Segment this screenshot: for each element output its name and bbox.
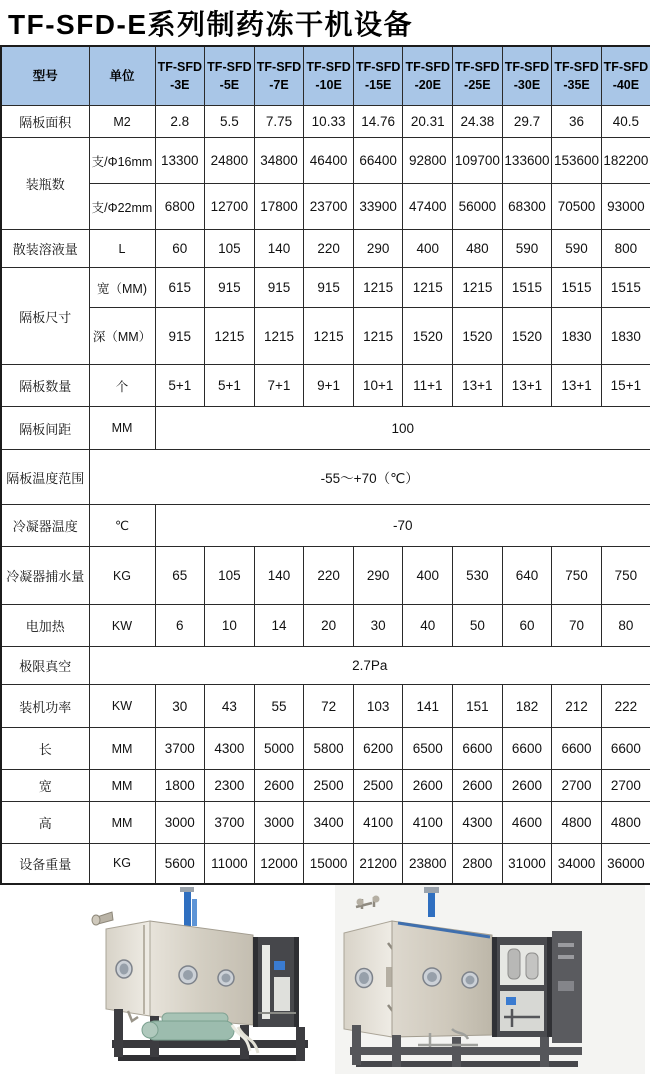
spec-row <box>1 844 650 884</box>
spec-value: 400 <box>403 547 453 605</box>
spec-value: 40.5 <box>601 106 650 138</box>
spec-value: 11+1 <box>403 365 453 407</box>
spec-value: 1215 <box>353 268 403 308</box>
spec-value: 151 <box>453 685 503 728</box>
spec-value: 182 <box>502 685 552 728</box>
spec-value: 4100 <box>403 802 453 844</box>
spec-value: 12000 <box>254 844 304 884</box>
spec-value: 915 <box>155 308 205 365</box>
spec-unit: ℃ <box>89 505 155 547</box>
spec-value: 5800 <box>304 728 354 770</box>
spec-value: 1520 <box>502 308 552 365</box>
spec-value: 47400 <box>403 184 453 230</box>
spec-value: 2600 <box>502 770 552 802</box>
model-series: TF-SFD <box>405 59 450 74</box>
spec-value: 6600 <box>502 728 552 770</box>
spec-value: 1515 <box>601 268 650 308</box>
spec-value: 13+1 <box>453 365 503 407</box>
spec-value: 5.5 <box>205 106 255 138</box>
spec-value: 80 <box>601 605 650 647</box>
spec-row <box>1 685 650 728</box>
spec-value: 1800 <box>155 770 205 802</box>
spec-value: 1830 <box>601 308 650 365</box>
spec-value: 34000 <box>552 844 602 884</box>
model-series: TF-SFD <box>256 59 302 74</box>
spec-value: 66400 <box>353 138 403 184</box>
spec-value: 220 <box>304 547 354 605</box>
model-column-header <box>205 46 255 106</box>
spec-value: 153600 <box>552 138 602 184</box>
spec-value: 13300 <box>155 138 205 184</box>
model-column-header <box>254 46 304 106</box>
spec-value: 70 <box>552 605 602 647</box>
spec-value: 103 <box>353 685 403 728</box>
spec-value: 222 <box>601 685 650 728</box>
spec-value: 105 <box>205 230 255 268</box>
spec-value: 56000 <box>453 184 503 230</box>
spec-value: 60 <box>502 605 552 647</box>
spec-row-label: 隔板面积 <box>1 106 89 138</box>
spec-value: 5000 <box>254 728 304 770</box>
model-suffix: -7E <box>269 78 289 92</box>
spec-value: 590 <box>552 230 602 268</box>
unit-column-header: 单位 <box>89 46 155 106</box>
spec-value: 7+1 <box>254 365 304 407</box>
spec-value: 36 <box>552 106 602 138</box>
spec-value: 2600 <box>254 770 304 802</box>
spec-row <box>1 184 650 230</box>
spec-value: 4300 <box>453 802 503 844</box>
spec-unit: 宽（MM) <box>89 268 155 308</box>
spec-row-label: 长 <box>1 728 89 770</box>
spec-value: 14 <box>254 605 304 647</box>
spec-row-label: 隔板间距 <box>1 407 89 450</box>
model-suffix: -15E <box>364 78 392 92</box>
spec-value: 36000 <box>601 844 650 884</box>
spec-value: 21200 <box>353 844 403 884</box>
spec-unit: MM <box>89 802 155 844</box>
spec-value: 10+1 <box>353 365 403 407</box>
spec-unit: KG <box>89 844 155 884</box>
spec-value: 1215 <box>353 308 403 365</box>
model-suffix: -25E <box>464 78 491 92</box>
spec-value: 3700 <box>205 802 255 844</box>
model-suffix: -35E <box>563 78 590 92</box>
model-series: TF-SFD <box>355 59 401 74</box>
spec-value: 68300 <box>502 184 552 230</box>
spec-unit: MM <box>89 728 155 770</box>
spec-value: 43 <box>205 685 255 728</box>
spec-value: 1215 <box>205 308 255 365</box>
spec-merged-value: 2.7Pa <box>89 647 650 685</box>
spec-row-label: 散装溶液量 <box>1 230 89 268</box>
spec-value: 400 <box>403 230 453 268</box>
spec-value: 750 <box>601 547 650 605</box>
spec-row <box>1 802 650 844</box>
spec-value: 220 <box>304 230 354 268</box>
spec-value: 2600 <box>403 770 453 802</box>
spec-unit: M2 <box>89 106 155 138</box>
spec-value: 105 <box>205 547 255 605</box>
spec-value: 40 <box>403 605 453 647</box>
spec-value: 915 <box>205 268 255 308</box>
spec-value: 70500 <box>552 184 602 230</box>
spec-row-label: 隔板温度范围 <box>1 450 89 505</box>
spec-row-label: 冷凝器捕水量 <box>1 547 89 605</box>
spec-value: 140 <box>254 547 304 605</box>
spec-value: 915 <box>304 268 354 308</box>
spec-merged-value: -55～+70（℃） <box>89 450 650 505</box>
spec-value: 3400 <box>304 802 354 844</box>
spec-row <box>1 605 650 647</box>
spec-merged-value: -70 <box>155 505 650 547</box>
spec-value: 12700 <box>205 184 255 230</box>
spec-value: 65 <box>155 547 205 605</box>
spec-value: 1515 <box>502 268 552 308</box>
spec-value: 15000 <box>304 844 354 884</box>
spec-value: 14.76 <box>353 106 403 138</box>
spec-value: 480 <box>453 230 503 268</box>
model-suffix: -5E <box>219 78 240 92</box>
spec-value: 15+1 <box>601 365 650 407</box>
spec-value: 2800 <box>453 844 503 884</box>
spec-value: 615 <box>155 268 205 308</box>
spec-value: 33900 <box>353 184 403 230</box>
product-photos-strip <box>0 885 650 1074</box>
spec-value: 2700 <box>601 770 650 802</box>
model-column-header <box>403 46 453 106</box>
spec-value: 6500 <box>403 728 453 770</box>
spec-value: 9+1 <box>304 365 354 407</box>
model-suffix: -30E <box>513 78 541 92</box>
spec-value: 6200 <box>353 728 403 770</box>
spec-row <box>1 138 650 184</box>
model-suffix: -40E <box>612 78 640 92</box>
header-row <box>1 46 650 106</box>
model-suffix: -10E <box>315 78 342 92</box>
spec-value: 7.75 <box>254 106 304 138</box>
spec-row <box>1 407 650 450</box>
spec-value: 29.7 <box>502 106 552 138</box>
spec-value: 915 <box>254 268 304 308</box>
spec-row-label: 极限真空 <box>1 647 89 685</box>
spec-value: 2600 <box>453 770 503 802</box>
spec-value: 2.8 <box>155 106 205 138</box>
spec-value: 800 <box>601 230 650 268</box>
model-suffix: -3E <box>170 78 190 92</box>
spec-row-label: 设备重量 <box>1 844 89 884</box>
spec-value: 30 <box>353 605 403 647</box>
freeze-dryer-photos <box>0 885 650 1074</box>
model-series: TF-SFD <box>455 59 500 74</box>
spec-value: 750 <box>552 547 602 605</box>
spec-value: 109700 <box>453 138 503 184</box>
spec-value: 10 <box>205 605 255 647</box>
spec-row <box>1 450 650 505</box>
spec-value: 20 <box>304 605 354 647</box>
model-series: TF-SFD <box>554 59 599 74</box>
spec-value: 23800 <box>403 844 453 884</box>
spec-value: 17800 <box>254 184 304 230</box>
spec-value: 290 <box>353 230 403 268</box>
spec-row <box>1 647 650 685</box>
spec-value: 2700 <box>552 770 602 802</box>
spec-value: 4100 <box>353 802 403 844</box>
spec-value: 46400 <box>304 138 354 184</box>
spec-unit: KW <box>89 605 155 647</box>
model-series: TF-SFD <box>157 59 203 74</box>
spec-value: 1830 <box>552 308 602 365</box>
spec-value: 60 <box>155 230 205 268</box>
spec-value: 13+1 <box>552 365 602 407</box>
spec-value: 140 <box>254 230 304 268</box>
spec-value: 1520 <box>403 308 453 365</box>
spec-unit: MM <box>89 770 155 802</box>
model-series: TF-SFD <box>306 59 351 74</box>
spec-value: 590 <box>502 230 552 268</box>
model-column-header <box>601 46 650 106</box>
spec-value: 13+1 <box>502 365 552 407</box>
spec-row-label: 宽 <box>1 770 89 802</box>
spec-value: 1215 <box>304 308 354 365</box>
spec-value: 5+1 <box>205 365 255 407</box>
spec-row-label: 高 <box>1 802 89 844</box>
spec-row <box>1 106 650 138</box>
spec-value: 92800 <box>403 138 453 184</box>
model-column-header <box>155 46 205 106</box>
spec-unit: KW <box>89 685 155 728</box>
spec-row-label: 装机功率 <box>1 685 89 728</box>
spec-unit: 支/Φ16mm <box>89 138 155 184</box>
spec-value: 1215 <box>403 268 453 308</box>
spec-value: 3000 <box>254 802 304 844</box>
spec-value: 11000 <box>205 844 255 884</box>
spec-value: 2500 <box>353 770 403 802</box>
spec-unit: 支/Φ22mm <box>89 184 155 230</box>
spec-row <box>1 365 650 407</box>
model-series: TF-SFD <box>504 59 550 74</box>
spec-value: 4800 <box>601 802 650 844</box>
spec-value: 5600 <box>155 844 205 884</box>
spec-unit: KG <box>89 547 155 605</box>
spec-row-label: 隔板数量 <box>1 365 89 407</box>
spec-value: 34800 <box>254 138 304 184</box>
spec-value: 72 <box>304 685 354 728</box>
spec-value: 10.33 <box>304 106 354 138</box>
spec-value: 1520 <box>453 308 503 365</box>
corner-header-model: 型号 <box>1 46 89 106</box>
spec-value: 290 <box>353 547 403 605</box>
model-column-header <box>502 46 552 106</box>
spec-row <box>1 308 650 365</box>
spec-value: 50 <box>453 605 503 647</box>
spec-value: 30 <box>155 685 205 728</box>
spec-value: 24.38 <box>453 106 503 138</box>
spec-row-label: 冷凝器温度 <box>1 505 89 547</box>
spec-value: 55 <box>254 685 304 728</box>
spec-value: 4300 <box>205 728 255 770</box>
spec-row <box>1 728 650 770</box>
spec-row <box>1 770 650 802</box>
spec-table <box>0 45 650 885</box>
model-column-header <box>453 46 503 106</box>
spec-value: 2300 <box>205 770 255 802</box>
spec-value: 4600 <box>502 802 552 844</box>
spec-value: 6 <box>155 605 205 647</box>
spec-value: 640 <box>502 547 552 605</box>
spec-value: 182200 <box>601 138 650 184</box>
model-column-header <box>552 46 602 106</box>
spec-value: 2500 <box>304 770 354 802</box>
model-series: TF-SFD <box>603 59 649 74</box>
model-series: TF-SFD <box>207 59 252 74</box>
spec-value: 20.31 <box>403 106 453 138</box>
spec-value: 6600 <box>552 728 602 770</box>
model-column-header <box>304 46 354 106</box>
spec-row-label: 装瓶数 <box>1 138 89 230</box>
spec-value: 6600 <box>453 728 503 770</box>
spec-row <box>1 547 650 605</box>
spec-value: 4800 <box>552 802 602 844</box>
spec-unit: 深（MM） <box>89 308 155 365</box>
spec-value: 1515 <box>552 268 602 308</box>
spec-value: 212 <box>552 685 602 728</box>
model-column-header <box>353 46 403 106</box>
spec-value: 141 <box>403 685 453 728</box>
spec-value: 133600 <box>502 138 552 184</box>
spec-value: 93000 <box>601 184 650 230</box>
spec-value: 23700 <box>304 184 354 230</box>
spec-merged-value: 100 <box>155 407 650 450</box>
spec-value: 1215 <box>453 268 503 308</box>
spec-table-body <box>1 106 650 884</box>
spec-value: 5+1 <box>155 365 205 407</box>
page-title: TF-SFD-E系列制药冻干机设备 <box>8 9 414 40</box>
spec-row <box>1 268 650 308</box>
spec-value: 3000 <box>155 802 205 844</box>
spec-unit: L <box>89 230 155 268</box>
spec-row <box>1 230 650 268</box>
spec-unit: MM <box>89 407 155 450</box>
spec-value: 1215 <box>254 308 304 365</box>
spec-row-label: 隔板尺寸 <box>1 268 89 365</box>
spec-row-label: 电加热 <box>1 605 89 647</box>
spec-value: 31000 <box>502 844 552 884</box>
spec-row <box>1 505 650 547</box>
model-suffix: -20E <box>414 78 441 92</box>
spec-value: 24800 <box>205 138 255 184</box>
spec-value: 6800 <box>155 184 205 230</box>
spec-table-header <box>1 46 650 106</box>
spec-value: 530 <box>453 547 503 605</box>
spec-value: 3700 <box>155 728 205 770</box>
spec-value: 6600 <box>601 728 650 770</box>
spec-unit: 个 <box>89 365 155 407</box>
